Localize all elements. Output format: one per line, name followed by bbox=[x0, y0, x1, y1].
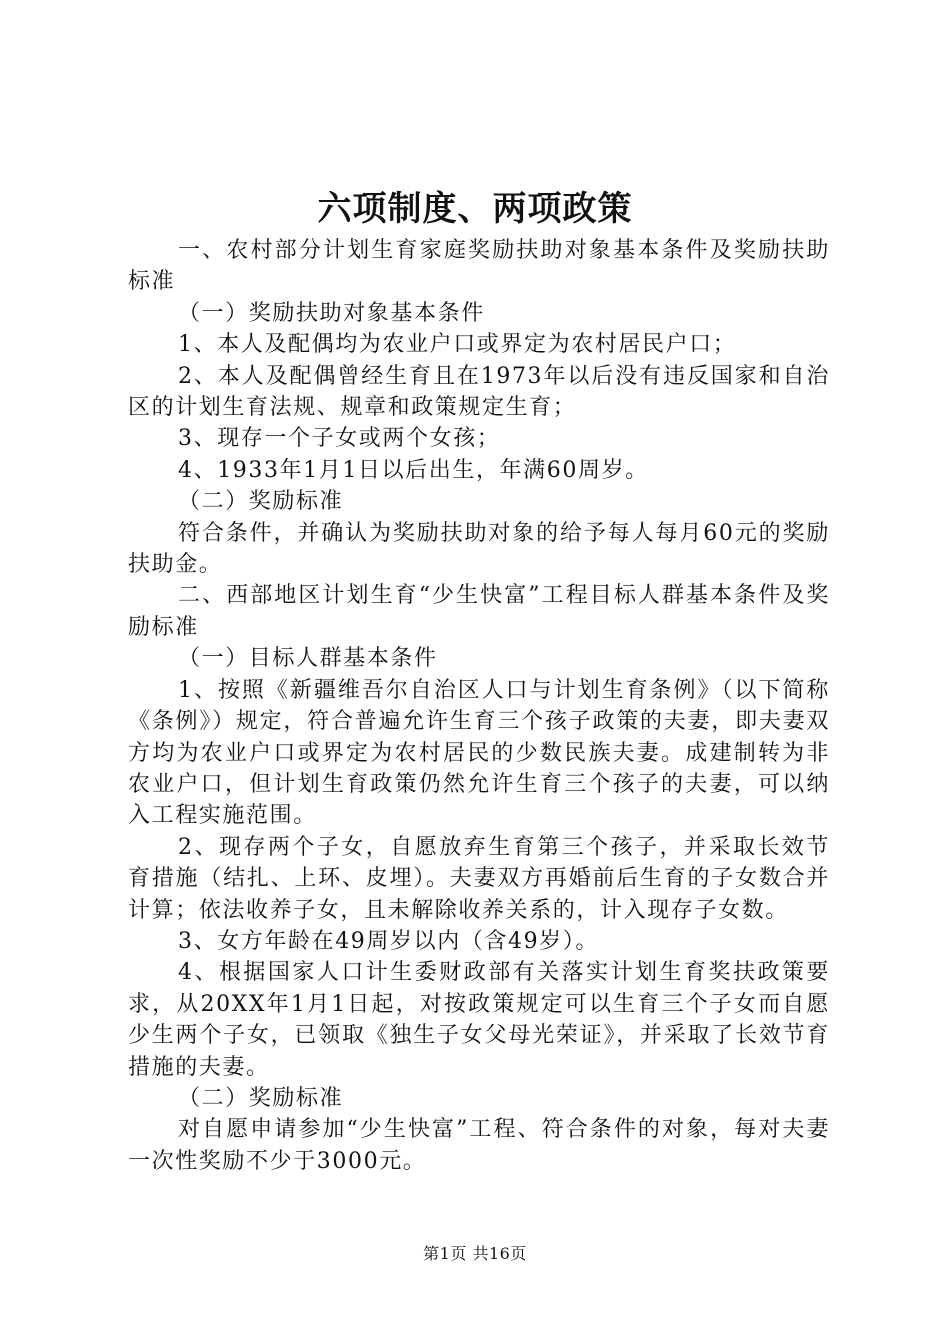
paragraph: （一）奖励扶助对象基本条件 bbox=[178, 300, 485, 326]
paragraph: 1、按照《新疆维吾尔自治区人口与计划生育条例》（以下简称《条例》）规定，符合普遍允许生育三个孩子政策的夫妻，即夫妻双方均为农业户口或界定为农村居民的少数民族夫妻。成建制转为非农业户口，但计划生育政策仍然允许生育三个孩子的夫妻，可以纳入工程实施范围。 bbox=[128, 677, 830, 829]
paragraph: 对自愿申请参加“少生快富”工程、符合条件的对象，每对夫妻一次性奖励不少于3000元。 bbox=[128, 1117, 830, 1174]
document-body bbox=[128, 235, 830, 1177]
paragraph: 符合条件，并确认为奖励扶助对象的给予每人每月60元的奖励扶助金。 bbox=[128, 520, 830, 578]
paragraph: 3、现存一个子女或两个女孩； bbox=[178, 426, 501, 452]
paragraph: 4、根据国家人口计生委财政部有关落实计划生育奖扶政策要求，从20XX年1月1日起，对按政策规定可以生育三个子女而自愿少生两个子女，已领取《独生子女父母光荣证》，并采取了长效节育措施的夫妻。 bbox=[128, 960, 830, 1080]
page-footer: 第1页 共16页 bbox=[423, 1244, 527, 1263]
paragraph: 1、本人及配偶均为农业户口或界定为农村居民户口； bbox=[178, 332, 737, 358]
paragraph: （一）目标人群基本条件 bbox=[178, 646, 438, 672]
paragraph: （二）奖励标准 bbox=[178, 489, 344, 515]
paragraph: 2、本人及配偶曾经生育且在1973年以后没有违反国家和自治区的计划生育法规、规章和政策规定生育； bbox=[128, 363, 830, 421]
paragraph: 4、1933年1月1日以后出生，年满60周岁。 bbox=[178, 457, 649, 483]
paragraph: 二、西部地区计划生育“少生快富”工程目标人群基本条件及奖励标准 bbox=[128, 583, 830, 640]
paragraph: 2、现存两个子女，自愿放弃生育第三个孩子，并采取长效节育措施（结扎、上环、皮埋）。夫妻双方再婚前后生育的子女数合并计算；依法收养子女，且未解除收养关系的，计入现存子女数。 bbox=[128, 834, 830, 923]
paragraph: （二）奖励标准 bbox=[178, 1085, 344, 1111]
document-title: 六项制度、两项政策 bbox=[317, 189, 633, 229]
paragraph: 3、女方年龄在49周岁以内（含49岁）。 bbox=[178, 928, 599, 954]
paragraph: 一、农村部分计划生育家庭奖励扶助对象基本条件及奖励扶助标准 bbox=[128, 238, 830, 295]
